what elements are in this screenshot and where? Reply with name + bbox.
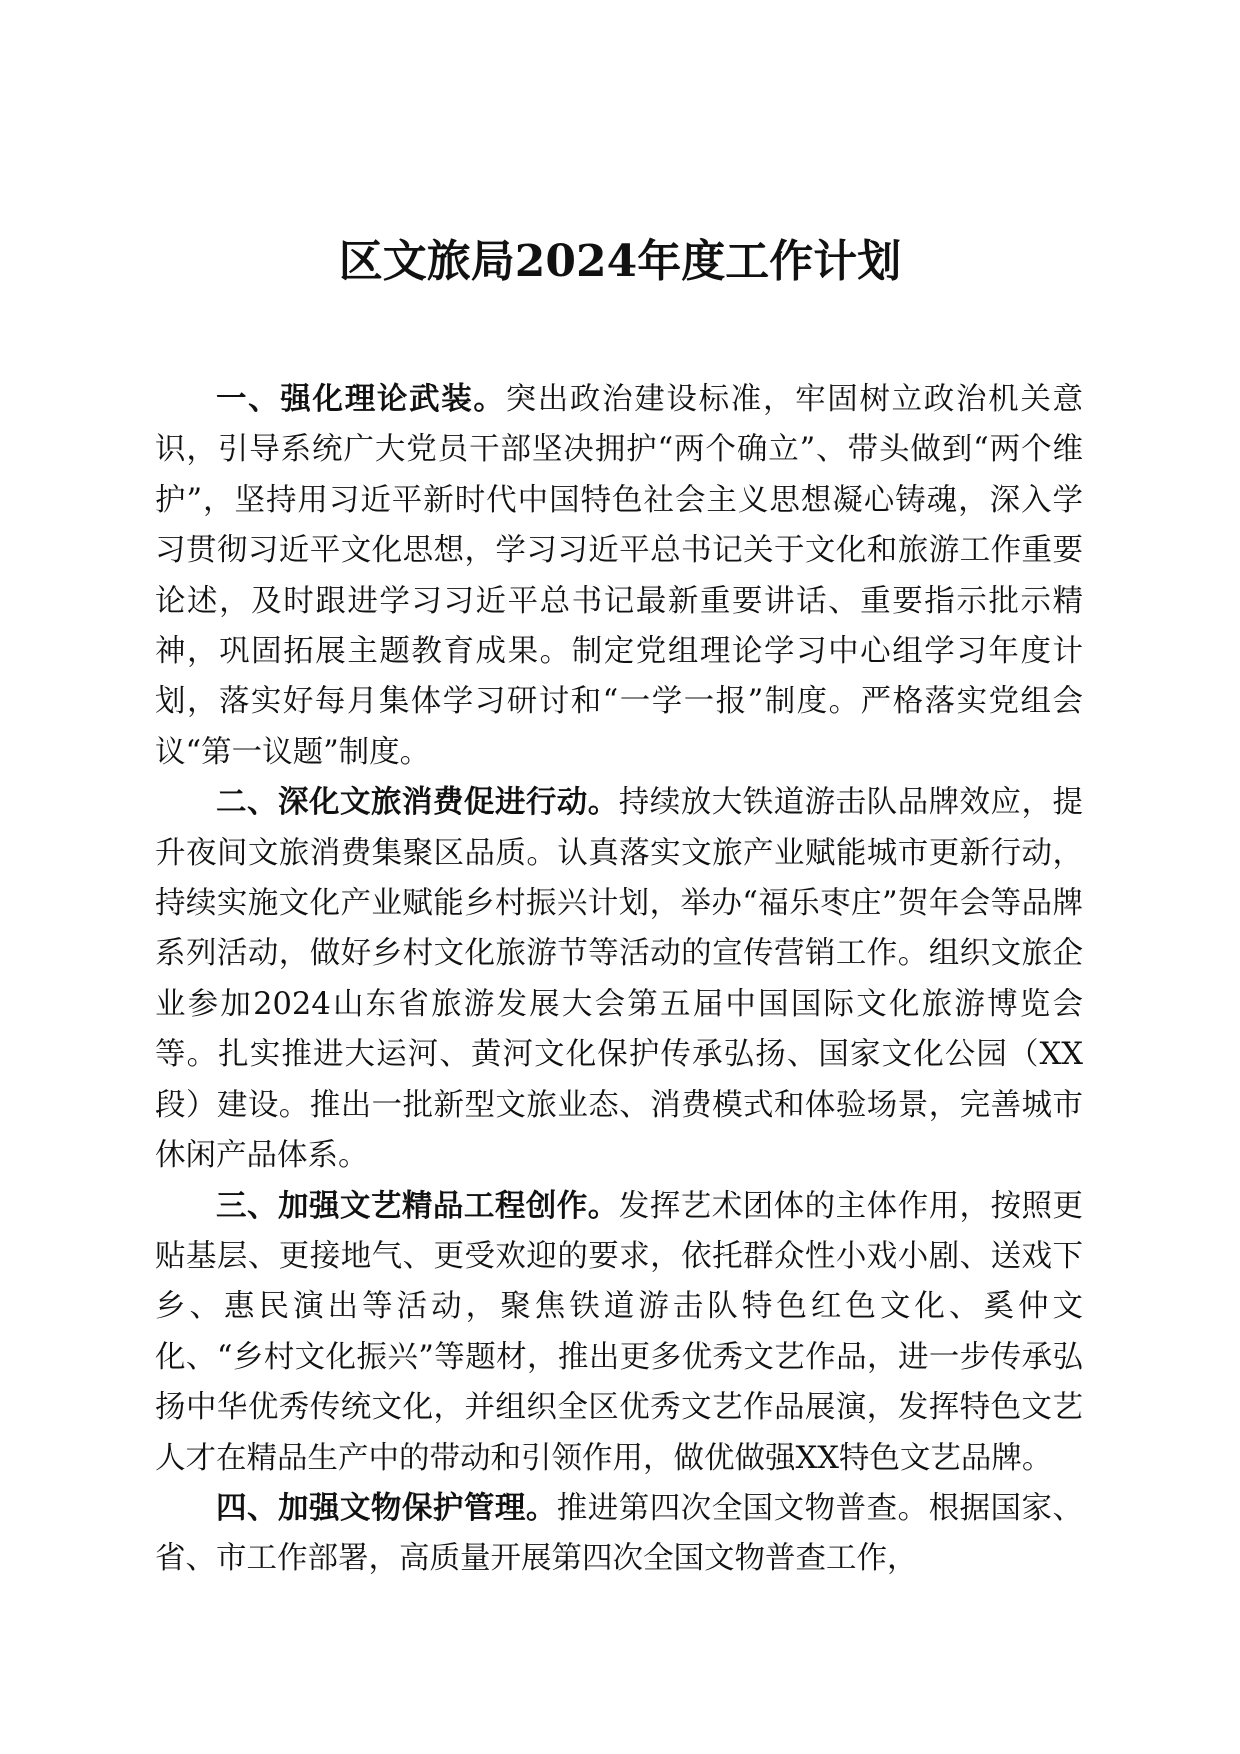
document-body — [155, 375, 1083, 1585]
section-4-text: 推进第四次全国文物普查。根据国家、省、市工作部署，高质量开展第四次全国文物普查工作， — [155, 1490, 1083, 1577]
section-1-heading: 一、强化理论武装。 — [216, 382, 506, 417]
section-1-text: 突出政治建设标准，牢固树立政治机关意识，引导系统广大党员干部坚决拥护“两个确立”、带头做到“两个维护”，坚持用习近平新时代中国特色社会主义思想凝心铸魂，深入学习贯彻习近平文化思想，学习习近平总书记关于文化和旅游工作重要论述，及时跟进学习习近平总书记最新重要讲话、重要指示批示精神，巩固拓展主题教育成果。制定党组理论学习中心组学习年度计划，落实好每月集体学习研讨和“一学一报”制度。严格落实党组会议“第一议题”制度。 — [155, 382, 1084, 770]
section-3-paragraph — [155, 1182, 1083, 1484]
section-4-heading: 四、加强文物保护管理。 — [216, 1490, 557, 1526]
section-4-paragraph — [155, 1484, 1083, 1585]
section-1-paragraph — [155, 375, 1083, 778]
section-2-text: 持续放大铁道游击队品牌效应，提升夜间文旅消费集聚区品质。认真落实文旅产业赋能城市更新行动，持续实施文化产业赋能乡村振兴计划，举办“福乐枣庄”贺年会等品牌系列活动，做好乡村文化旅游节等活动的宣传营销工作。组织文旅企业参加2024山东省旅游发展大会第五届中国国际文化旅游博览会等。扎实推进大运河、黄河文化保护传承弘扬、国家文化公园（XX段）建设。推出一批新型文旅业态、消费模式和体验场景，完善城市休闲产品体系。 — [155, 785, 1084, 1174]
document-title: 区文旅局2024年度工作计划 — [338, 236, 902, 287]
section-3-heading: 三、加强文艺精品工程创作。 — [216, 1188, 619, 1224]
section-2-heading: 二、深化文旅消费促进行动。 — [216, 785, 619, 821]
section-3-text: 发挥艺术团体的主体作用，按照更贴基层、更接地气、更受欢迎的要求，依托群众性小戏小剧、送戏下乡、惠民演出等活动，聚焦铁道游击队特色红色文化、奚仲文化、“乡村文化振兴”等题材，推出更多优秀文艺作品，进一步传承弘扬中华优秀传统文化，并组织全区优秀文艺作品展演，发挥特色文艺人才在精品生产中的带动和引领作用，做优做强XX特色文艺品牌。 — [155, 1188, 1084, 1476]
section-2-paragraph — [155, 778, 1083, 1181]
